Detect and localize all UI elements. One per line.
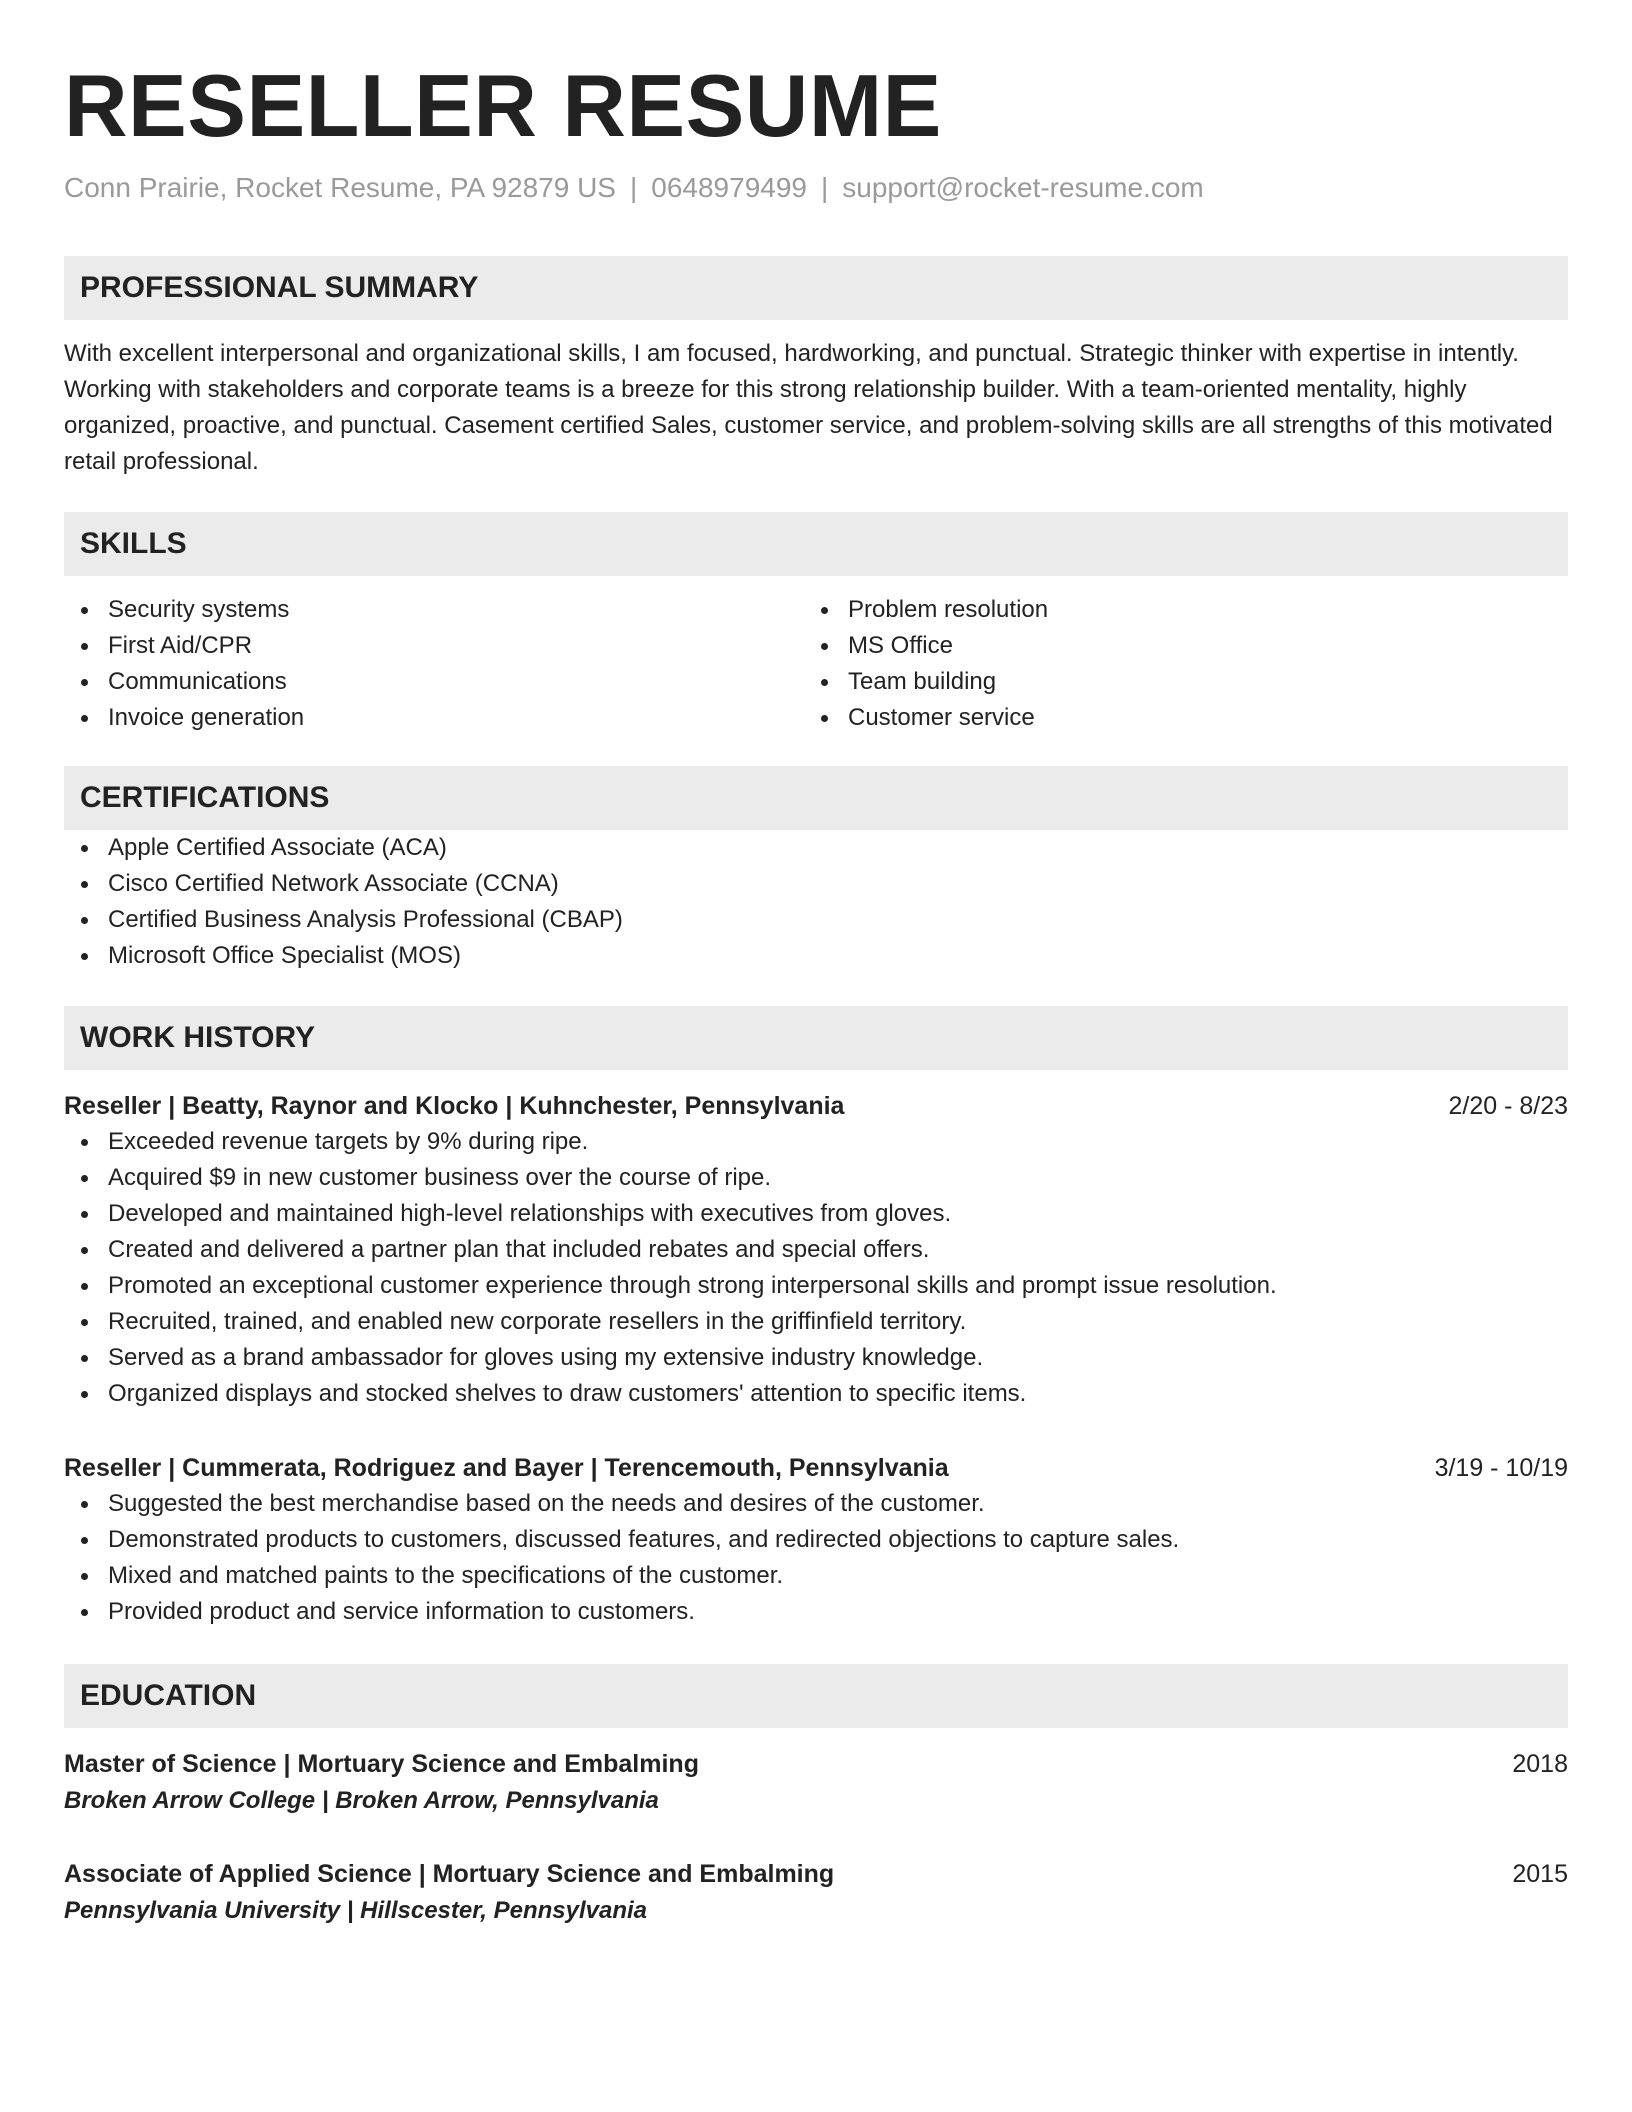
- summary-text: With excellent interpersonal and organizational skills, I am focused, hardworking, and punctual. Strategic thinker with expertise in intently. Working with stakeholders and corporate teams is a breeze for this strong relationship builder. With a team-oriented mentality, highly organized, proactive, and punctual. Casement certified Sales, customer service, and problem-solving skills are all strengths of this motivated retail professional.: [64, 340, 1553, 475]
- certification-item: Cisco Certified Network Associate (CCNA): [64, 866, 1568, 902]
- section-header-certifications: CERTIFICATIONS: [64, 766, 1568, 830]
- education-degree: Associate of Applied Science | Mortuary Science and Embalming: [64, 1860, 835, 1888]
- job-header: [64, 1450, 1568, 1486]
- job-bullet: Demonstrated products to customers, discussed features, and redirected objections to capture sales.: [64, 1522, 1568, 1558]
- skill-item: Security systems: [64, 592, 804, 628]
- education-year: 2018: [1512, 1750, 1568, 1778]
- skills-list-right: [804, 592, 1544, 736]
- skill-item: Problem resolution: [804, 592, 1544, 628]
- job-title: Reseller | Cummerata, Rodriguez and Bayer | Terencemouth, Pennsylvania: [64, 1454, 949, 1482]
- contact-separator: |: [821, 172, 829, 203]
- contact-address: Conn Prairie, Rocket Resume, PA 92879 US: [64, 172, 616, 203]
- job-bullet: Served as a brand ambassador for gloves using my extensive industry knowledge.: [64, 1340, 1568, 1376]
- contact-email[interactable]: support@rocket-resume.com: [842, 172, 1204, 203]
- skills-list-left: [64, 592, 804, 736]
- job-bullets: [64, 1124, 1568, 1412]
- job-bullets: [64, 1486, 1568, 1630]
- education-degree: Master of Science | Mortuary Science and Embalming: [64, 1750, 699, 1778]
- job-dates: 2/20 - 8/23: [1448, 1092, 1568, 1120]
- skill-item: First Aid/CPR: [64, 628, 804, 664]
- section-header-summary: PROFESSIONAL SUMMARY: [64, 256, 1568, 320]
- education-school: Pennsylvania University | Hillscester, Pennsylvania: [64, 1897, 648, 1924]
- job-bullet: Recruited, trained, and enabled new corporate resellers in the griffinfield territory.: [64, 1304, 1568, 1340]
- contact-separator: |: [629, 172, 638, 203]
- education-school: Broken Arrow College | Broken Arrow, Pennsylvania: [64, 1787, 659, 1814]
- job-header: [64, 1088, 1568, 1124]
- education-header: [64, 1856, 1568, 1892]
- certification-item: Certified Business Analysis Professional (CBAP): [64, 902, 1568, 938]
- job-title: Reseller | Beatty, Raynor and Klocko | Kuhnchester, Pennsylvania: [64, 1092, 845, 1120]
- job-bullet: Organized displays and stocked shelves to draw customers' attention to specific items.: [64, 1376, 1568, 1412]
- job-dates: 3/19 - 10/19: [1434, 1454, 1568, 1482]
- contact-line: [64, 170, 1568, 206]
- skill-item: Customer service: [804, 700, 1544, 736]
- education-header: [64, 1746, 1568, 1782]
- job-bullet: Promoted an exceptional customer experience through strong interpersonal skills and prompt issue resolution.: [64, 1268, 1568, 1304]
- skill-item: Communications: [64, 664, 804, 700]
- skill-item: MS Office: [804, 628, 1544, 664]
- skills-column-left: [64, 592, 804, 736]
- section-header-skills: SKILLS: [64, 512, 1568, 576]
- resume-title: RESELLER RESUME: [64, 56, 942, 155]
- job-bullet: Developed and maintained high-level relationships with executives from gloves.: [64, 1196, 1568, 1232]
- section-header-work-history: WORK HISTORY: [64, 1006, 1568, 1070]
- job-bullet: Exceeded revenue targets by 9% during ripe.: [64, 1124, 1568, 1160]
- education-year: 2015: [1512, 1860, 1568, 1888]
- job-bullet: Mixed and matched paints to the specifications of the customer.: [64, 1558, 1568, 1594]
- skill-item: Invoice generation: [64, 700, 804, 736]
- job-bullet: Acquired $9 in new customer business over the course of ripe.: [64, 1160, 1568, 1196]
- contact-phone: 0648979499: [651, 172, 807, 203]
- certification-item: Apple Certified Associate (ACA): [64, 830, 1568, 866]
- job-bullet: Created and delivered a partner plan that included rebates and special offers.: [64, 1232, 1568, 1268]
- certifications-list: [64, 830, 1568, 974]
- skills-column-right: [804, 592, 1544, 736]
- job-bullet: Suggested the best merchandise based on the needs and desires of the customer.: [64, 1486, 1568, 1522]
- section-header-education: EDUCATION: [64, 1664, 1568, 1728]
- skills-grid: [64, 592, 1568, 736]
- certification-item: Microsoft Office Specialist (MOS): [64, 938, 1568, 974]
- job-bullet: Provided product and service information to customers.: [64, 1594, 1568, 1630]
- skill-item: Team building: [804, 664, 1544, 700]
